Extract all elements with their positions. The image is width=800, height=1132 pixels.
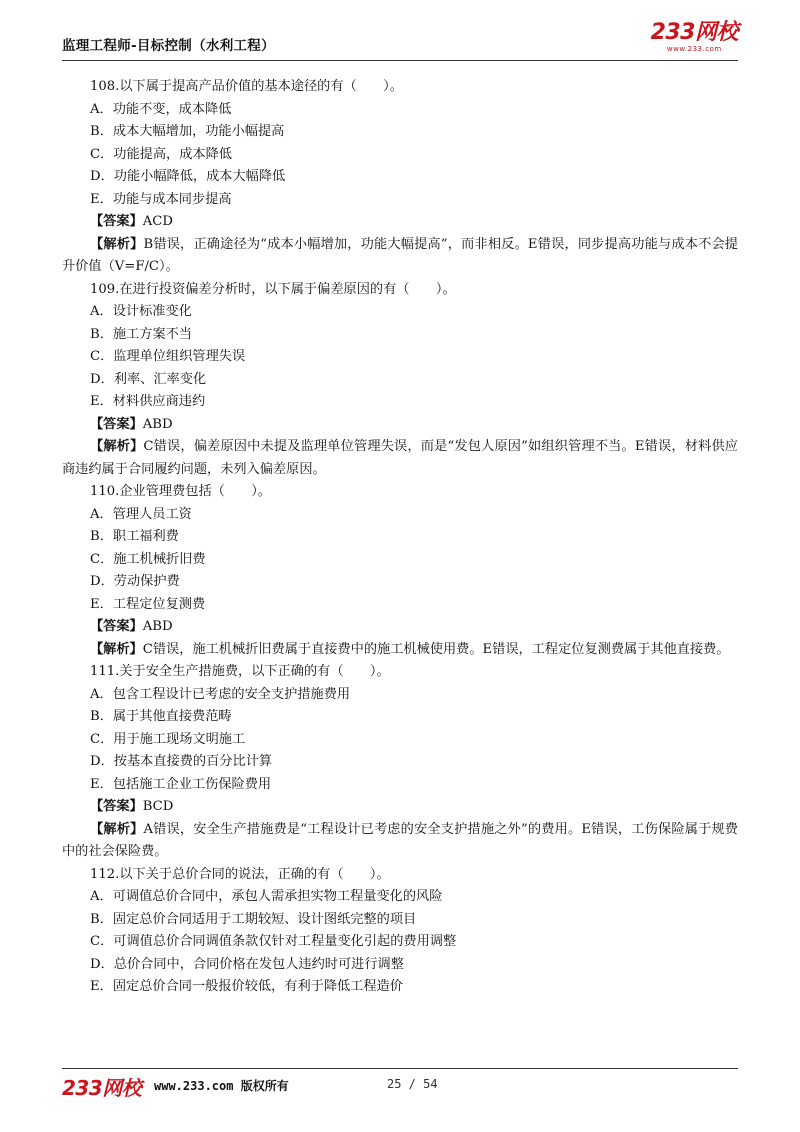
answer-option: C．施工机械折旧费 <box>90 551 206 567</box>
answer-option: B．职工福利费 <box>90 529 179 544</box>
answer-option: C．功能提高，成本降低 <box>90 146 232 162</box>
answer-option: B．成本大幅增加，功能小幅提高 <box>90 124 285 139</box>
answer-value: ACD <box>142 214 173 229</box>
analysis-text <box>62 234 738 279</box>
answer-key <box>62 211 738 234</box>
answer-label: 【答案】 <box>90 619 143 634</box>
analysis-text <box>62 639 738 662</box>
answer-key <box>62 414 738 437</box>
analysis-value: B错误，正确途径为“成本小幅增加，功能大幅提高”，而非相反。E错误，同步提高功能与成本不会提升价值（V=F/C）。 <box>62 236 738 274</box>
answer-option: D．按基本直接费的百分比计算 <box>90 754 273 769</box>
analysis-label: 【解析】 <box>90 641 143 657</box>
analysis-label: 【解析】 <box>90 236 144 252</box>
footer-divider <box>62 1068 738 1069</box>
answer-option: B．施工方案不当 <box>90 326 193 342</box>
header-divider <box>62 60 738 61</box>
answer-option: E．工程定位复测费 <box>90 596 206 612</box>
brand-logo <box>651 22 738 53</box>
analysis-value: C错误，偏差原因中未提及监理单位管理失误，而是“发包人原因”如组织管理不当。E错误，材料供应商违约属于合同履约问题，未列入偏差原因。 <box>62 439 738 477</box>
page-number: 25 / 54 <box>387 1077 438 1091</box>
answer-option: A．管理人员工资 <box>90 506 192 522</box>
analysis-text <box>62 436 738 481</box>
question-stem: 109.在进行投资偏差分析时，以下属于偏差原因的有（ ）。 <box>90 281 456 297</box>
answer-option: C．用于施工现场文明施工 <box>90 731 246 747</box>
answer-label: 【答案】 <box>90 214 143 229</box>
page-footer <box>62 1072 738 1098</box>
answer-option: C．监理单位组织管理失误 <box>90 349 246 364</box>
answer-option: B．固定总价合同适用于工期较短、设计图纸完整的项目 <box>90 911 417 927</box>
answer-value: ABD <box>142 416 173 432</box>
question-stem: 112.以下关于总价合同的说法，正确的有（ ）。 <box>90 866 390 882</box>
answer-option: D．总价合同中，合同价格在发包人违约时可进行调整 <box>90 956 404 972</box>
answer-option: C．可调值总价合同调值条款仅针对工程量变化引起的费用调整 <box>90 934 457 949</box>
page-header <box>62 22 738 60</box>
answer-option: D．劳动保护费 <box>90 574 180 589</box>
answer-label: 【答案】 <box>90 416 143 432</box>
analysis-text <box>62 819 738 864</box>
answer-option: E．包括施工企业工伤保险费用 <box>90 776 272 792</box>
analysis-value: A错误，安全生产措施费是“工程设计已考虑的安全支护措施之外”的费用。E错误，工伤保险属于规费中的社会保险费。 <box>62 821 738 859</box>
question-stem: 111.关于安全生产措施费，以下正确的有（ ）。 <box>90 664 390 679</box>
answer-option: E．固定总价合同一般报价较低，有利于降低工程造价 <box>90 979 403 994</box>
answer-option: A．设计标准变化 <box>90 304 192 319</box>
analysis-value: C错误，施工机械折旧费属于直接费中的施工机械使用费。E错误，工程定位复测费属于其他直接费。 <box>142 641 730 657</box>
answer-option: E．材料供应商违约 <box>90 394 206 409</box>
answer-option: A．功能不变，成本降低 <box>90 101 232 117</box>
logo-text: 233网校 <box>650 20 738 45</box>
answer-label: 【答案】 <box>90 799 143 814</box>
question-content <box>62 76 738 999</box>
answer-option: A．可调值总价合同中，承包人需承担实物工程量变化的风险 <box>90 889 443 904</box>
question-stem: 108.以下属于提高产品价值的基本途径的有（ ）。 <box>90 79 403 94</box>
answer-value: ABD <box>142 619 173 634</box>
analysis-label: 【解析】 <box>90 821 144 837</box>
answer-option: D．功能小幅降低，成本大幅降低 <box>90 169 286 184</box>
answer-option: B．属于其他直接费范畴 <box>90 709 232 724</box>
answer-option: E．功能与成本同步提高 <box>90 191 232 207</box>
logo-url: www.233.com <box>666 45 722 53</box>
answer-key <box>62 616 738 639</box>
answer-option: A．包含工程设计已考虑的安全支护措施费用 <box>90 686 351 702</box>
footer-copyright: www.233.com 版权所有 <box>154 1079 289 1093</box>
footer-logo: 233网校 <box>62 1076 142 1100</box>
analysis-label: 【解析】 <box>90 439 144 454</box>
question-stem: 110.企业管理费包括（ ）。 <box>90 484 272 499</box>
answer-option: D．利率、汇率变化 <box>90 371 207 387</box>
answer-value: BCD <box>142 799 174 814</box>
answer-key <box>62 796 738 819</box>
document-title: 监理工程师-目标控制（水利工程） <box>62 38 275 54</box>
